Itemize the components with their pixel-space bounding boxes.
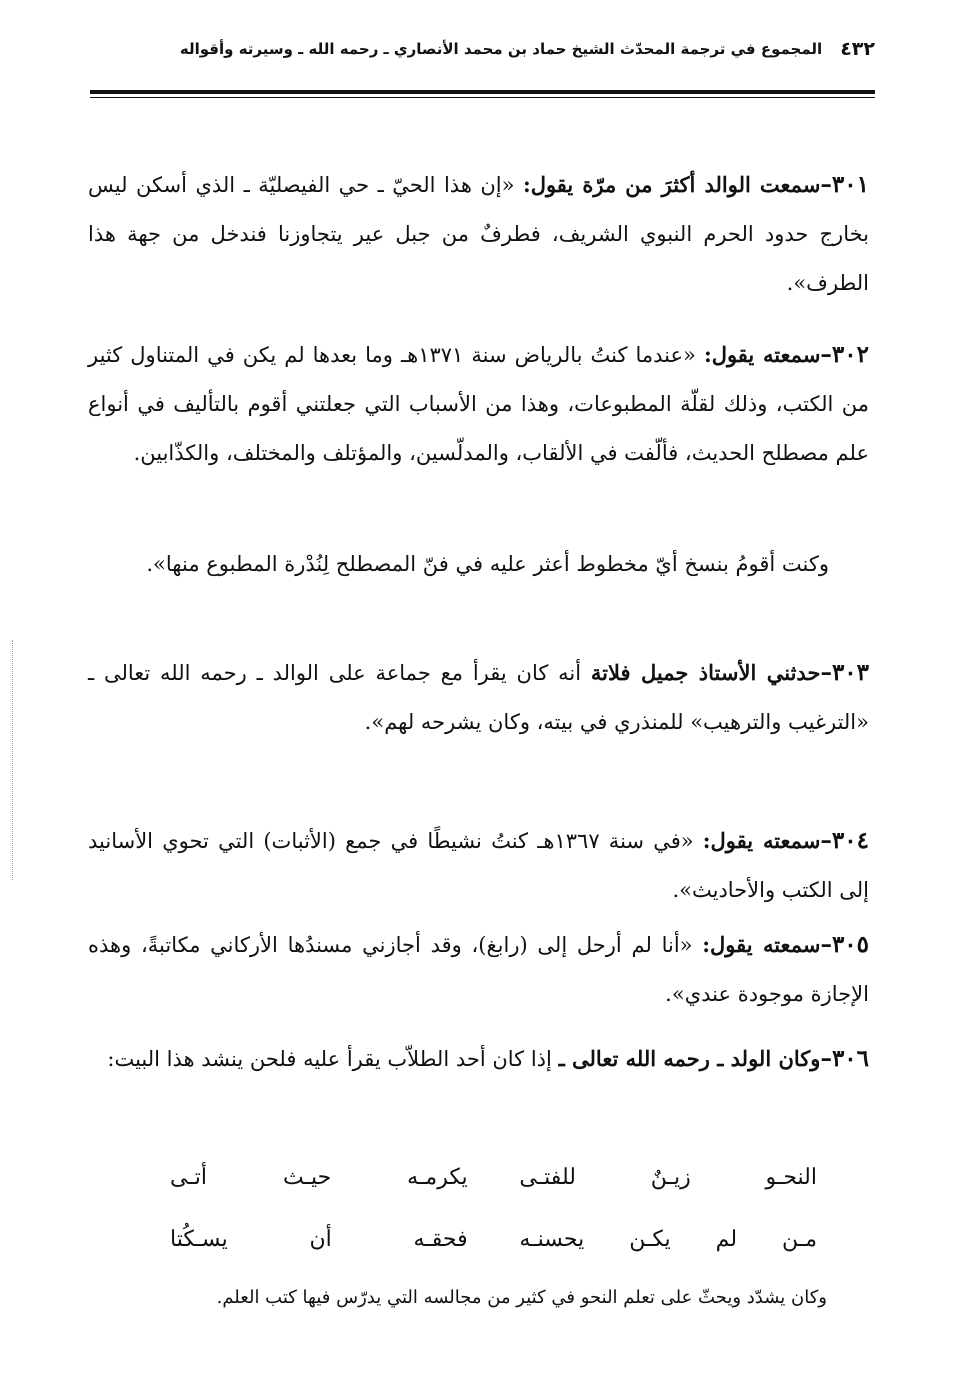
entry-number: ٣٠٣– [820, 659, 869, 686]
closing-paragraph: وكان يشدّد ويحثّ على تعلم النحو في كثير من مجالسه التي يدرّس فيها كتب العلم. [216, 1287, 827, 1308]
poem [170, 1146, 817, 1270]
entry-number: ٣٠٥– [820, 931, 869, 958]
entry-text: «أنا لم أرحل إلى (رابغ)، وقد أجازني مسندُها الأركاني مكاتبةً، وهذه الإجازة موجودة عندي». [88, 933, 869, 1006]
entry-306 [88, 1034, 869, 1084]
entry-304 [88, 816, 869, 915]
page-number: ٤٣٢ [840, 38, 875, 60]
entry-number: ٣٠٦– [820, 1045, 869, 1072]
running-header [168, 32, 875, 66]
entry-lead: سمعت الوالد أكثرَ من مرّة يقول: [522, 172, 821, 197]
entry-lead: حدثني الأستاذ جميل فلاتة [590, 660, 821, 685]
entry-lead: سمعته يقول: [702, 932, 821, 957]
running-title: المجموع في ترجمة المحدّث الشيخ حماد بن محمد الأنصاري ـ رحمه الله ـ وسيرته وأقواله [179, 40, 823, 58]
entry-text: وكنت أقومُ بنسخ أيّ مخطوط أعثر عليه في فنّ المصطلح لِنُدْرة المطبوع منها». [146, 552, 829, 576]
entry-text: «في سنة ١٣٦٧هـ كنتُ نشيطًا في جمع (الأثبات) التي تحوي الأسانيد إلى الكتب والأحاديث». [88, 829, 869, 902]
entry-number: ٣٠٢– [820, 341, 869, 368]
entry-303 [88, 648, 869, 747]
entry-lead: سمعته يقول: [702, 828, 821, 853]
poem-second-hemistich: فحقـه أن يسـكُتا [170, 1226, 468, 1252]
poem-first-hemistich: النحـو زيـنٌ للفتـى [519, 1164, 817, 1190]
entry-301 [88, 160, 869, 308]
entry-number: ٣٠١– [820, 171, 869, 198]
poem-verse [170, 1146, 817, 1208]
entry-305 [88, 920, 869, 1019]
poem-second-hemistich: يكرمـه حيـث أتـى [170, 1164, 468, 1190]
entry-lead: وكان الولد ـ رحمه الله تعالى ـ [558, 1046, 821, 1071]
entry-302-continued [88, 540, 869, 589]
header-rule-thick [90, 90, 875, 94]
scan-margin-mark [12, 640, 15, 880]
header-rule-thin [90, 97, 875, 98]
entry-number: ٣٠٤– [820, 827, 869, 854]
poem-first-hemistich: مـن لم يكـن يحسنـه [519, 1226, 817, 1252]
poem-verse [170, 1208, 817, 1270]
entry-text: أنه كان يقرأ مع جماعة على الوالد ـ رحمه الله تعالى ـ «الترغيب والترهيب» للمنذري في بيته، وكان يشرحه لهم». [88, 661, 869, 734]
entry-text: «عندما كنتُ بالرياض سنة ١٣٧١هـ وما بعدها لم يكن في المتناول كثير من الكتب، وذلك لقلّة المطبوعات، وهذا من الأسباب التي جعلتني أقوم بالتأليف في أنواع علم مصطلح الحديث، فألّفت في الألقاب، والمدلّسين، والمؤتلف والمختلف، والكذّابين. [88, 343, 869, 465]
entry-302 [88, 330, 869, 478]
entry-lead: سمعته يقول: [703, 342, 821, 367]
entry-text: «إن هذا الحيّ ـ حي الفيصليّة ـ الذي أسكن ليس بخارج حدود الحرم النبوي الشريف، فطرفٌ من جبل عير يتجاوزنا فندخل من جهة هذا الطرف». [88, 173, 869, 295]
entry-text: إذا كان أحد الطلاّب يقرأ عليه فلحن ينشد هذا البيت: [107, 1047, 552, 1071]
